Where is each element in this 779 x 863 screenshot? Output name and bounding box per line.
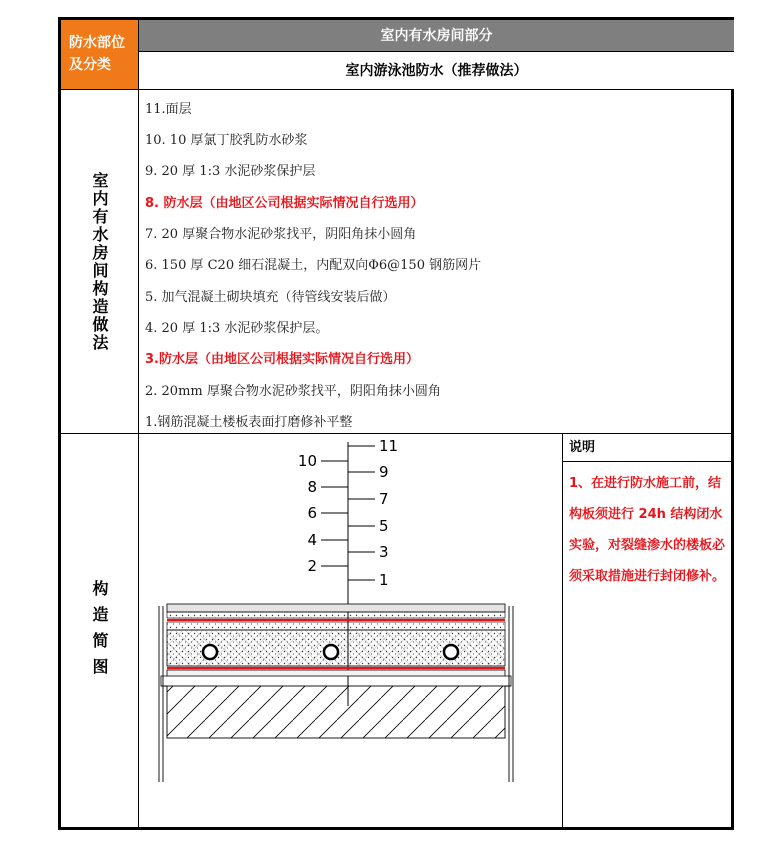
layer-item: 5. 加气混凝土砌块填充（待管线安装后做） [145, 290, 396, 305]
right-leaders [348, 437, 398, 589]
leader-label: 9 [379, 463, 389, 481]
leader-label: 7 [379, 490, 389, 508]
layer-item: 10. 10 厚氯丁胶乳防水砂浆 [145, 133, 308, 148]
layer-item-highlight: 8. 防水层（由地区公司根据实际情况自行选用） [145, 196, 424, 211]
leader-label: 6 [307, 504, 317, 522]
spec-table [58, 17, 734, 830]
layer-item-highlight: 3.防水层（由地区公司根据实际情况自行选用） [145, 352, 419, 367]
leader-label: 10 [297, 452, 317, 470]
construction-label: 室内有水房间构造做法 [90, 171, 109, 352]
layer-item: 9. 20 厚 1:3 水泥砂浆保护层 [145, 164, 316, 179]
pipe-circle [324, 645, 338, 659]
layer-item: 4. 20 厚 1:3 水泥砂浆保护层。 [145, 321, 329, 336]
left-leaders [298, 452, 348, 575]
leader-label: 4 [307, 531, 317, 549]
pipe-circle [444, 645, 458, 659]
leader-label: 2 [307, 557, 317, 575]
layer-item: 7. 20 厚聚合物水泥砂浆找平，阴阳角抹小圆角 [145, 227, 417, 242]
layer-item: 11.面层 [145, 102, 192, 117]
pipe-circle [203, 645, 217, 659]
notes-text: 1、在进行防水施工前，结构板须进行 24h 结构闭水实验，对裂缝渗水的楼板必须采取措施进行封闭修补。 [569, 476, 726, 584]
leader-label: 3 [379, 543, 389, 561]
layer-item: 1.钢筋混凝土楼板表面打磨修补平整 [145, 415, 353, 430]
leader-label: 5 [379, 517, 389, 535]
method-title: 室内游泳池防水（推荐做法） [139, 52, 734, 90]
leader-label: 8 [307, 478, 317, 496]
diagram-label-cell [61, 434, 139, 830]
floor-layers [159, 604, 513, 782]
layer-item: 6. 150 厚 C20 细石混凝土，内配双向Φ6@150 钢筋网片 [145, 258, 482, 273]
section-title: 室内有水房间部分 [139, 20, 734, 52]
section-drawing-svg [139, 434, 563, 830]
leader-label: 1 [379, 571, 389, 589]
section-drawing [139, 434, 563, 830]
diagram-label: 构造简图 [90, 580, 109, 684]
concrete-slab [167, 686, 505, 738]
leader-label: 11 [379, 437, 399, 455]
layer-item: 2. 20mm 厚聚合物水泥砂浆找平，阴阳角抹小圆角 [145, 384, 441, 399]
notes-title: 说明 [563, 434, 734, 462]
construction-label-cell [61, 90, 139, 434]
notes-cell [563, 434, 734, 830]
layer-list [139, 90, 734, 434]
category-header: 防水部位及分类 [61, 20, 139, 90]
